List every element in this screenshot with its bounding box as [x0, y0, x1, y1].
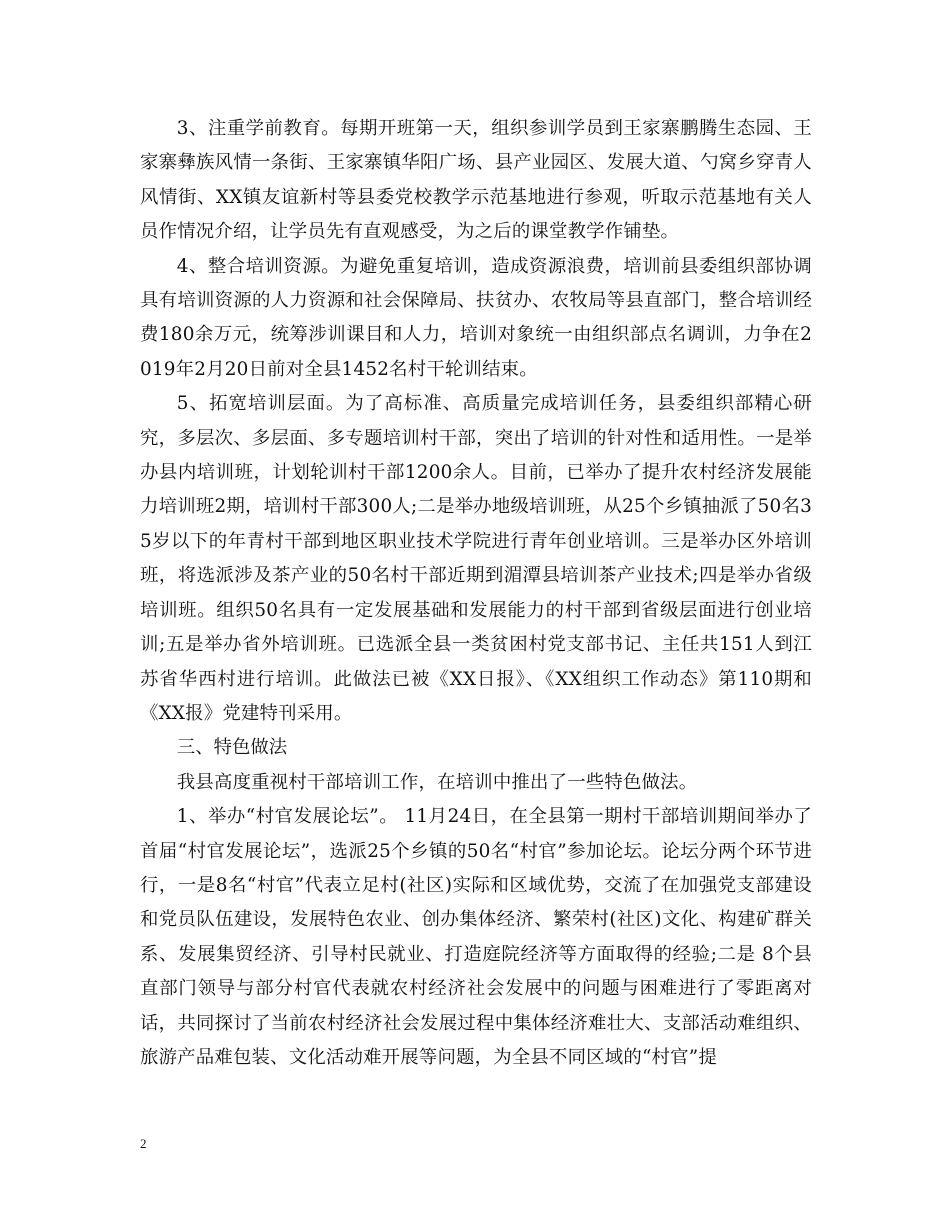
paragraph-broaden-training: 5、拓宽培训层面。为了高标准、高质量完成培训任务，县委组织部精心研究，多层次、多层面、多专题培训村干部，突出了培训的针对性和适用性。一是举办县内培训班，计划轮训村干部1200余人。目前，已举办了提升农村经济发展能力培训班2期，培训村干部300人;二是举办地级培训班，从25个乡镇抽派了50名35岁以下的年青村干部到地区职业技术学院进行青年创业培训。三是举办区外培训班，将选派涉及茶产业的50名村干部近期到湄潭县培训茶产业技术;四是举办省级培训班。组织50名具有一定发展基础和发展能力的村干部到省级层面进行创业培训;五是举办省外培训班。已选派全县一类贫困村党支部书记、主任共151人到江苏省华西村进行培训。此做法已被《XX日报》、《XX组织工作动态》第110期和《XX报》党建特刊采用。	[140, 393, 812, 724]
paragraph-village-forum: 1、举办“村官发展论坛”。 11月24日，在全县第一期村干部培训期间举办了首届“村官发展论坛”，选派25个乡镇的50名“村官”参加论坛。论坛分两个环节进行，一是8名“村官”代表立足村(社区)实际和区域优势，交流了在加强党支部建设和党员队伍建设，发展特色农业、创办集体经济、繁荣村(社区)文化、构建矿群关系、发展集贸经济、引导村民就业、打造庭院经济等方面取得的经验;二是 8个县直部门领导与部分村官代表就农村经济社会发展中的问题与困难进行了零距离对话，共同探讨了当前农村经济社会发展过程中集体经济难壮大、支部活动难组织、旅游产品难包装、文化活动难开展等问题，为全县不同区域的“村官”提	[140, 806, 812, 1068]
document-body	[140, 112, 812, 1075]
page-number: 2	[140, 1136, 147, 1151]
paragraph-integrate-resources: 4、整合培训资源。为避免重复培训，造成资源浪费，培训前县委组织部协调具有培训资源的人力资源和社会保障局、扶贫办、农牧局等县直部门，整合培训经费180余万元，统筹涉训课目和人力，培训对象统一由组织部点名调训，力争在2019年2月20日前对全县1452名村干轮训结束。	[140, 255, 812, 380]
paragraph-pre-training-education: 3、注重学前教育。每期开班第一天，组织参训学员到王家寨鹏腾生态园、王家寨彝族风情一条街、王家寨镇华阳广场、县产业园区、发展大道、勺窝乡穿青人风情街、XX镇友谊新村等县委党校教学示范基地进行参观，听取示范基地有关人员作情况介绍，让学员先有直观感受，为之后的课堂教学作铺垫。	[140, 118, 812, 243]
section-heading: 三、特色做法	[176, 737, 288, 759]
paragraph-intro: 我县高度重视村干部培训工作，在培训中推出了一些特色做法。	[176, 771, 698, 793]
